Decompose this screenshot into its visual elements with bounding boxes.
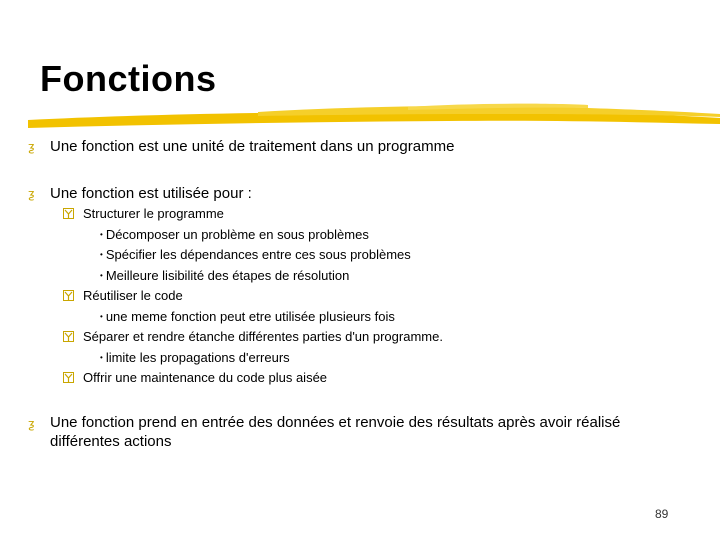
subsub-bullet-item: • Meilleure lisibilité des étapes de résolution: [100, 268, 350, 283]
bullet-item: Une fonction est utilisée pour :: [50, 185, 252, 202]
subsub-bullet-item: • Spécifier les dépendances entre ces sous problèmes: [100, 247, 411, 262]
z-bullet-icon: ƺ: [28, 417, 35, 431]
subsub-bullet-item: • limite les propagations d'erreurs: [100, 350, 290, 365]
bullet-item: Une fonction prend en entrée des données et renvoie des résultats après avoir réalisé: [50, 414, 621, 431]
subsub-bullet-item: • Décomposer un problème en sous problèmes: [100, 227, 369, 242]
y-box-bullet-icon: [63, 331, 74, 342]
y-box-bullet-icon: [63, 290, 74, 301]
y-box-bullet-icon: [63, 208, 74, 219]
bullet-item: Une fonction est une unité de traitement dans un programme: [50, 138, 455, 155]
subsub-bullet-item: • une meme fonction peut etre utilisée plusieurs fois: [100, 309, 395, 324]
sub-bullet-item: Séparer et rendre étanche différentes parties d'un programme.: [83, 329, 443, 344]
page-number: 89: [655, 507, 669, 521]
sub-bullet-item: Offrir une maintenance du code plus aisée: [83, 370, 328, 385]
slide-title: Fonctions: [40, 58, 217, 99]
sub-bullet-item: Réutiliser le code: [83, 288, 183, 303]
sub-bullet-item: Structurer le programme: [83, 206, 224, 221]
z-bullet-icon: ƺ: [28, 140, 35, 154]
bullet-item-continuation: différentes actions: [50, 433, 172, 450]
y-box-bullet-icon: [63, 372, 74, 383]
z-bullet-icon: ƺ: [28, 187, 35, 201]
